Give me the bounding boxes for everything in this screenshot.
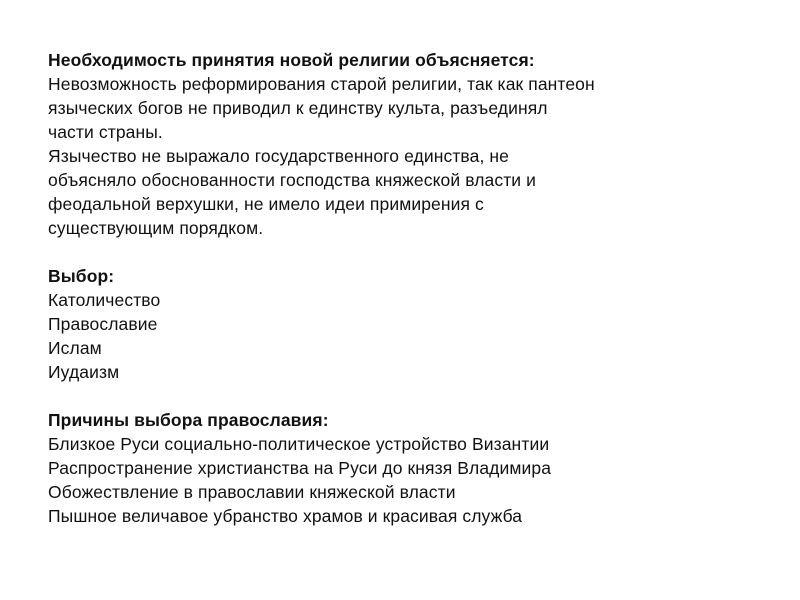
section-reasons [48,408,748,528]
choice-item-islam: Ислам [48,338,102,358]
spacer [48,240,748,264]
reason-item: Распространение христианства на Руси до князя Владимира [48,458,552,478]
choice-item-catholicism: Католичество [48,290,161,310]
choice-item-judaism: Иудаизм [48,362,120,382]
text-line: Невозможность реформирования старой религии, так как пантеон [48,74,595,94]
text-line: части страны. [48,122,163,142]
section-choice [48,264,748,384]
section-necessity [48,48,748,240]
slide-content [48,48,748,528]
reason-item: Обожествление в православии княжеской власти [48,482,456,502]
reason-item: Пышное величавое убранство храмов и красивая служба [48,506,523,526]
section-heading-necessity: Необходимость принятия новой религии объясняется: [48,50,535,70]
section-heading-reasons: Причины выбора православия: [48,410,329,430]
text-line: существующим порядком. [48,218,264,238]
spacer [48,384,748,408]
section-heading-choice: Выбор: [48,266,115,286]
text-line: языческих богов не приводил к единству культа, разъединял [48,98,548,118]
choice-item-orthodoxy: Православие [48,314,158,334]
text-line: феодальной верхушки, не имело идеи примирения с [48,194,484,214]
text-line: Язычество не выражало государственного единства, не [48,146,509,166]
text-line: объясняло обоснованности господства княжеской власти и [48,170,537,190]
reason-item: Близкое Руси социально-политическое устройство Византии [48,434,550,454]
